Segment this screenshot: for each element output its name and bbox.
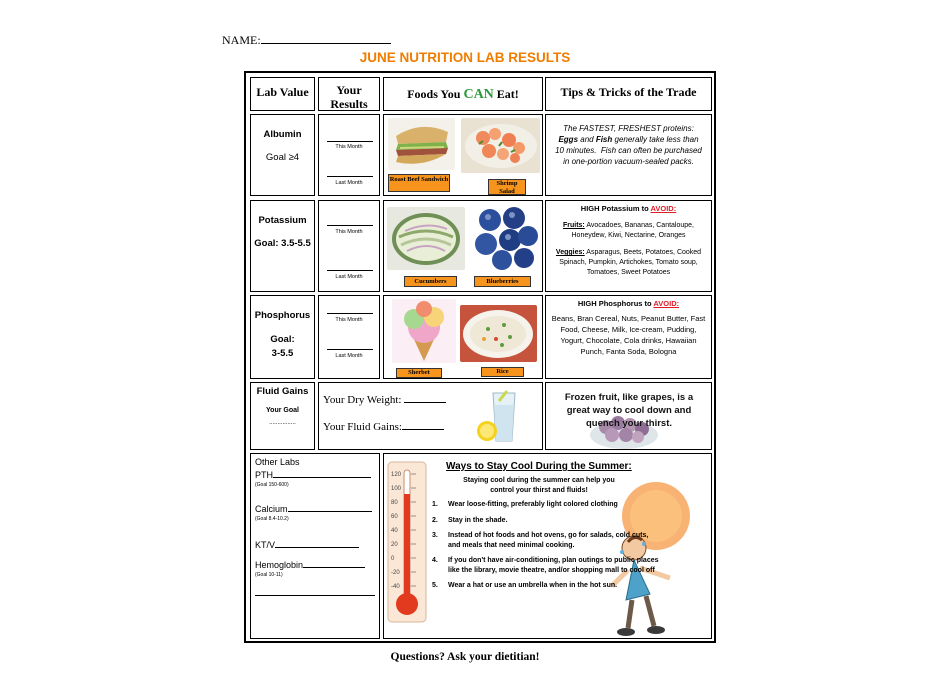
potassium-avoid-title: HIGH Potassium to AVOID: [580, 204, 677, 213]
thermometer-image [386, 460, 428, 624]
albumin-name: Albumin [263, 129, 302, 140]
thermometer-tick-label: 0 [391, 556, 395, 562]
hemoglobin-field[interactable]: Hemoglobin [255, 558, 365, 571]
dry-weight-field[interactable]: Your Dry Weight: [323, 393, 446, 406]
roast-beef-sandwich-label: Roast Beef Sandwich [388, 174, 450, 192]
cucumbers-label: Cucumbers [404, 276, 457, 287]
header-foods: Foods You CAN Eat! [383, 77, 543, 111]
phosphorus-list: Beans, Bran Cereal, Nuts, Peanut Butter, Fast Food, Cheese, Milk, Ice-cream, Pudding, Yogurt, Chocolate, Cola drinks, Hawaiian Punch, Fanta Soda, Bologna [551, 314, 706, 356]
phosphorus-foods-cell [383, 295, 543, 379]
phosphorus-avoid-title: HIGH Phosphorus to AVOID: [577, 299, 680, 308]
albumin-goal: Goal ≥4 [265, 152, 300, 163]
water-glass-image [475, 389, 525, 445]
name-label: NAME: [222, 33, 261, 47]
thermometer-tick-label: 40 [391, 528, 398, 534]
summer-intro: Staying cool during the summer can help you control your thirst and fluids! [463, 477, 615, 494]
fluid-goal-blank[interactable]: ................ [269, 420, 296, 426]
fluid-gains-field[interactable]: Your Fluid Gains: [323, 420, 444, 433]
thermometer-tick-label: -20 [391, 570, 400, 576]
name-blank[interactable] [261, 33, 391, 44]
potassium-foods-cell [383, 200, 543, 292]
frozen-fruit-tip: Frozen fruit, like grapes, is a great way to cool down and quench your thirst. [564, 392, 694, 429]
phosphorus-name: Phosphorus [254, 310, 311, 321]
phosphorus-goal: Goal: 3-5.5 [270, 334, 295, 359]
frozen-fruit-cell [545, 382, 712, 450]
shrimp-salad-image [461, 118, 540, 173]
fluid-name: Fluid Gains [256, 386, 309, 397]
phosphorus-results-cell: This Month Last Month [318, 295, 380, 379]
blueberries-image [472, 206, 540, 272]
thermometer-tick-label: 20 [391, 542, 398, 548]
thermometer-tick-label: 80 [391, 500, 398, 506]
potassium-name: Potassium [258, 215, 307, 226]
pth-goal: (Goal 150-600) [255, 482, 289, 488]
sherbet-image [392, 299, 456, 363]
fluid-lab-cell [250, 382, 315, 450]
potassium-last-month-line[interactable] [327, 270, 373, 271]
thermometer-tick-label: 60 [391, 514, 398, 520]
header-lab-value: Lab Value [250, 77, 315, 111]
protein-tip: The FASTEST, FRESHEST proteins: Eggs and Fish generally take less than 10 minutes. Fish can often be purchased in one-portion vacuum-sealed packs. [555, 124, 702, 166]
potassium-veggies: Veggies: Asparagus, Beets, Potatoes, Cooked Spinach, Pumpkin, Artichokes, Tomato soup, Tomatoes, Sweet Potatoes [555, 249, 702, 276]
summer-tip-1: 1. Wear loose-fitting, preferably light colored clothing [432, 501, 618, 508]
rice-image [460, 305, 537, 362]
albumin-last-month-line[interactable] [327, 176, 373, 177]
hemoglobin-goal: (Goal 10-11) [255, 572, 283, 578]
page-title: JUNE NUTRITION LAB RESULTS [359, 50, 571, 65]
name-field [222, 33, 391, 48]
roast-beef-sandwich-image [388, 118, 455, 170]
phosphorus-tip-cell [545, 295, 712, 379]
fluid-entry-cell [318, 382, 543, 450]
other-labs-title: Other Labs [255, 457, 300, 467]
header-your-results: Your Results [318, 77, 380, 111]
summer-tips-list [432, 500, 662, 597]
albumin-foods-cell [383, 114, 543, 196]
thermometer-tick-label: 100 [391, 486, 402, 492]
summer-tips-cell [383, 453, 712, 639]
potassium-tip-cell [545, 200, 712, 292]
shrimp-salad-label: Shrimp Salad [488, 179, 526, 195]
summer-tip-4: 4. If you don't have air-conditioning, plan outings to public places like the library, movie theatre, and/or shopping mall to cool off [432, 557, 659, 574]
phosphorus-lab-cell [250, 295, 315, 379]
summer-title: Ways to Stay Cool During the Summer: [446, 461, 632, 472]
potassium-fruits: Fruits: Avocadoes, Bananas, Cantaloupe, Honeydew, Kiwi, Nectarine, Oranges [562, 222, 694, 239]
header-tips: Tips & Tricks of the Trade [545, 77, 712, 111]
fluid-goal: Your Goal [266, 407, 299, 414]
albumin-tip-cell [545, 114, 712, 196]
thermometer-tick-label: 120 [391, 472, 402, 478]
rice-label: Rice [481, 367, 524, 377]
summer-tip-5: 5. Wear a hat or use an umbrella when in the hot sun. [432, 582, 618, 589]
other-labs-cell [250, 453, 380, 639]
potassium-goal: Goal: 3.5-5.5 [254, 238, 311, 249]
results-table [244, 71, 716, 643]
potassium-results-cell: This Month Last Month [318, 200, 380, 292]
pth-field[interactable]: PTH [255, 468, 371, 481]
ktv-field[interactable]: KT/V [255, 538, 359, 551]
potassium-lab-cell [250, 200, 315, 292]
blueberries-label: Blueberries [474, 276, 531, 287]
extra-lab-line[interactable] [255, 595, 375, 596]
potassium-this-month-line[interactable] [327, 225, 373, 226]
albumin-this-month-line[interactable] [327, 141, 373, 142]
summer-tip-2: 2. Stay in the shade. [432, 516, 508, 524]
sherbet-label: Sherbet [396, 368, 442, 378]
albumin-lab-cell [250, 114, 315, 196]
footer-question: Questions? Ask your dietitian! [390, 651, 540, 663]
summer-tip-3: 3. Instead of hot foods and hot ovens, go for salads, cold cuts, and meals that need minimal cooking. [432, 532, 649, 549]
phosphorus-last-month-line[interactable] [327, 349, 373, 350]
albumin-results-cell: This Month Last Month [318, 114, 380, 196]
cucumbers-image [387, 207, 465, 270]
calcium-field[interactable]: Calcium [255, 502, 372, 515]
phosphorus-this-month-line[interactable] [327, 313, 373, 314]
thermometer-tick-label: -40 [391, 584, 400, 590]
calcium-goal: (Goal 8.4-10.2) [255, 516, 289, 522]
